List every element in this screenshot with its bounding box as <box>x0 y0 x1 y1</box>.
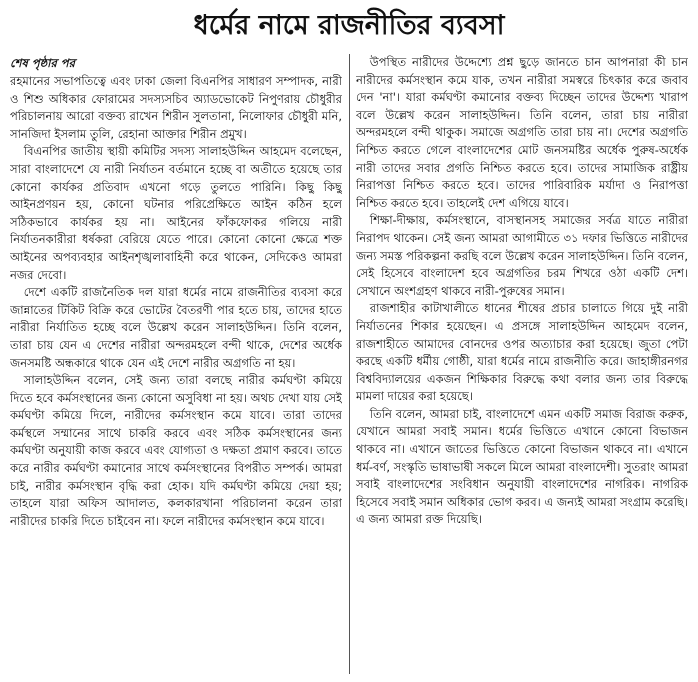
headline: ধর্মের নামে রাজনীতির ব্যবসা <box>193 10 505 41</box>
article-body <box>10 54 688 674</box>
paragraph: বিএনপির জাতীয় স্থায়ী কমিটির সদস্য সালাহউদ্দিন আহমেদ বলেছেন, সারা বাংলাদেশে যে নারী নির্যাতন বর্তমানে হচ্ছে বা অতীতে হয়েছে তার কোনো কার্যকর প্রতিবাদ এখনো গড়ে তুলতে পারিনি। কিছু কিছু আইনপ্রণয়ন হয়, কোনো ঘটনার পরিপ্রেক্ষিতে আইন কঠিন হলে সঠিকভাবে কার্যকর হয় না। আইনের ফাঁকফোকর গলিয়ে নারী নির্যাতনকারীরা ধর্ষকরা বেরিয়ে যেতে পারে। কোনো কোনো ক্ষেত্রে শক্ত আইনের অপব্যবহার আইনশৃঙ্খলাবাহিনী করে থাকেন, সেদিকেও আমরা নজর দেবো। <box>10 144 342 282</box>
paragraph: রহমানের সভাপতিত্বে এবং ঢাকা জেলা বিএনপির সাধারণ সম্পাদক, নারী ও শিশু অধিকার ফোরামের সদস্যসচিব অ্যাডভোকেট নিপুণরায় চৌধুরীর পরিচালনায় আরো বক্তব্য রাখেন শিরীন সুলতানা, নিলোফার চৌধুরী মনি, সানজিদা ইসলাম তুলি, রেহানা আক্তার শিরীন প্রমুখ। <box>10 74 342 141</box>
paragraph: তিনি বলেন, আমরা চাই, বাংলাদেশে এমন একটি সমাজ বিরাজ করুক, যেখানে আমরা সবাই সমান। ধর্মের ভিত্তিতে এখানে কোনো বিভাজন থাকবে না। এখানে জাতের ভিত্তিতে কোনো বিভাজন থাকবে না। এখানে ধর্ম-বর্ণ, সংস্কৃতি ভাষাভাষী সকলে মিলে আমরা বাংলাদেশী। সুতরাং আমরা সবাই বাংলাদেশের সংবিধান অনুযায়ী বাংলাদেশের নাগরিক। নাগরিক হিসেবে সবাই সমান অধিকার ভোগ করব। এ জন্যই আমরা সংগ্রাম করেছি। এ জন্য আমরা রক্ত দিয়েছি। <box>356 406 688 527</box>
left-column <box>10 54 342 674</box>
column-divider <box>349 54 350 674</box>
paragraph: শিক্ষা-দীক্ষায়, কর্মসংস্থানে, বাসস্থানসহ সমাজের সর্বত্র যাতে নারীরা নিরাপদ থাকেন। সেই জন্য আমরা আগামীতে ৩১ দফার ভিত্তিতে নারীদের জন্য সমস্ত পরিকল্পনা করছি বলে উল্লেখ করেন সালাহউদ্দিন। তিনি বলেন, সেই হিসেবে বাংলাদেশ হবে অগ্রগতির চরম শিখরে ওঠা একটি দেশ। সেখানে অংশগ্রহণ থাকবে নারী-পুরুষের সমান। <box>356 213 688 298</box>
paragraph: রাজশাহীর কাটাখালীতে ধানের শীষের প্রচার চালাতে গিয়ে দুই নারী নির্যাতনের শিকার হয়েছেন। এ প্রসঙ্গে সালাহউদ্দিন আহমেদ বলেন, রাজশাহীতে আমাদের বোনদের ওপর অত্যাচার করা হয়েছে। জুতা পেটা করছে একটি ধর্মীয় গোষ্ঠী, যারা ধর্মের নামে রাজনীতি করে। জাহাঙ্গীরনগর বিশ্ববিদ্যালয়ের একজন শিক্ষিকার বিরুদ্ধে কথা বলার জন্য তার বিরুদ্ধে মামলা দায়ের করা হয়েছে। <box>356 301 688 404</box>
paragraph: দেশে একটি রাজনৈতিক দল যারা ধর্মের নামে রাজনীতির ব্যবসা করে জান্নাতের টিকিট বিক্রি করে ভোটের বৈতরণী পার হতে চায়, তাদের হাতে নারীরা নির্যাতিত হচ্ছে বলে উল্লেখ করেন সালাহউদ্দিন। তিনি বলেন, তারা চায় যেন এ দেশের নারীরা অন্দরমহলে বন্দী থাকে, দেশের অর্ধেক জনসমষ্টি অন্ধকারে থাকে যেন এই দেশে নারীর অগ্রগতি না হয়। <box>10 285 342 370</box>
paragraph: উপস্থিত নারীদের উদ্দেশ্যে প্রশ্ন ছুড়ে জানতে চান আপনারা কী চান নারীদের কর্মসংস্থান কমে যাক, তখন নারীরা সমস্বরে চিৎকার করে জবাব দেন 'না'। যারা কর্মঘণ্টা কমানোর বক্তব্য দিচ্ছেন তাদের উদ্দেশ্য খারাপ বলে উল্লেখ করেন সালাহউদ্দিন। তিনি বলেন, তারা চায় নারীরা অন্দরমহলে বন্দী থাকুক। সমাজে অগ্রগতি তারা চায় না। দেশের অগ্রগতি নিশ্চিত করতে গেলে বাংলাদেশের মোট জনসমষ্টির অর্ধেক পুরুষ-অর্ধেক নারী তাদের সবার প্রগতি নিশ্চিত করতে হবে। তাদের সামাজিক রাষ্ট্রীয় নিরাপত্তা নিশ্চিত করতে হবে। তাদের পারিবারিক মর্যাদা ও নিরাপত্তা নিশ্চিত করতে হবে। তাহলেই দেশ এগিয়ে যাবে। <box>356 55 688 210</box>
right-column <box>356 54 688 674</box>
continued-label: শেষ পৃষ্ঠার পর <box>10 56 75 70</box>
paragraph: সালাহউদ্দিন বলেন, সেই জন্য তারা বলছে নারীর কর্মঘণ্টা কমিয়ে দিতে হবে কর্মসংস্থানের জন্য কোনো অসুবিধা না হয়। অথচ দেখা যায় সেই কর্মঘণ্টা কমিয়ে দিলে, নারীদের কর্মসংস্থান কমে যাবে। তারা তাদের কর্মস্থলে সম্মানের সাথে চাকরি করবে এবং সঠিক কর্মসংস্থানের জন্য কর্মঘণ্টা অনুযায়ী কাজ করবে এবং যোগ্যতা ও দক্ষতা প্রমাণ করবে। তাতে করে নারীর কর্মঘণ্টা কমানোর সাথে কর্মসংস্থানের বিপরীত সম্পর্ক। আমরা চাই, নারীর কর্মসংস্থান বৃদ্ধি করা হোক। যদি কর্মঘণ্টা কমিয়ে দেয়া হয়; তাহলে যারা অফিস আদালত, কলকারখানা পরিচালনা করেন তারা নারীদের চাকরি দিতে চাইবেন না। ফলে নারীদের কর্মসংস্থান কমে যাবে। <box>10 373 342 528</box>
